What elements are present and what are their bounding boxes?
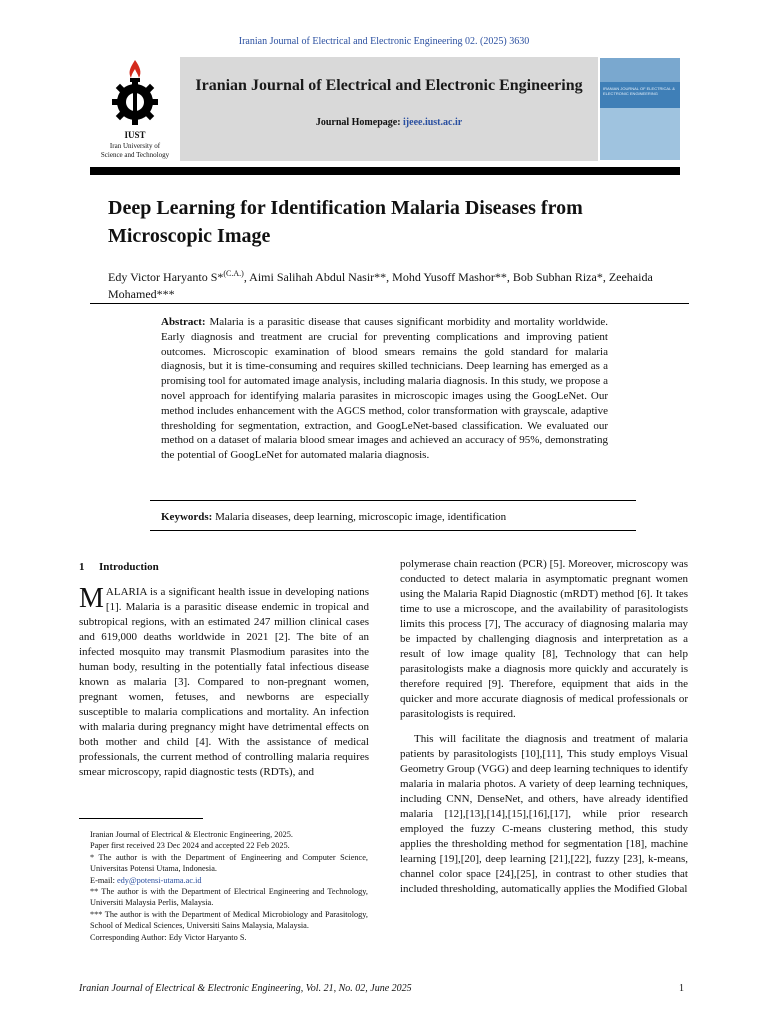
logo-acronym: IUST [124, 130, 146, 140]
page-footer: Iranian Journal of Electrical & Electronic Engineering, Vol. 21, No. 02, June 2025 [79, 983, 412, 994]
section-title: Introduction [99, 561, 159, 573]
author-list [108, 265, 680, 303]
cover-text: IRANIAN JOURNAL OF ELECTRICAL & ELECTRONIC ENGINEERING [603, 86, 675, 96]
authors-rule [90, 303, 689, 304]
logo-university-name [90, 142, 180, 160]
journal-masthead [90, 56, 680, 164]
email-label: E-mail: [90, 875, 117, 885]
left-column [79, 560, 369, 780]
intro-paragraph-2: This will facilitate the diagnosis and treatment of malaria patients by parasitologists [10],[11], This study employs Visual Geometry Group (VGG) and deep learning techniques to identify malaria in malaria photos. A variety of deep learning techniques, including CNN, DenseNet, and others, have already identified malaria [12],[13],[14],[15],[16],[17], while prior research employed the fuzzy C-means clustering method, this study applies the thresholding method for segmentation [18], machine learning [19],[20], deep learning [21],[22], fuzzy [23], k-means, channel color space [24],[25], in contrast to other studies that included thresholding, automatically applies the Modified Global [400, 733, 688, 895]
corresponding-author: Edy Victor Haryanto S* [108, 270, 224, 284]
journal-homepage [180, 117, 598, 128]
corresponding-author-mark: (C.A.) [223, 269, 244, 278]
abstract-rule-bottom [150, 530, 636, 531]
keywords-text: Malaria diseases, deep learning, microscopic image, identification [215, 511, 507, 523]
footnote-rule [79, 818, 203, 819]
journal-title: Iranian Journal of Electrical and Electronic Engineering [195, 77, 583, 94]
homepage-link[interactable]: ijeee.iust.ac.ir [403, 117, 463, 128]
footnote-journal: Iranian Journal of Electrical & Electronic Engineering, 2025. [90, 830, 293, 839]
keywords [161, 510, 631, 524]
footnote-affiliation-1: * The author is with the Department of Engineering and Computer Science, Universitas Potensi Utama, Indonesia. [90, 852, 368, 874]
page-number: 1 [679, 983, 684, 994]
paper-title: Deep Learning for Identification Malaria Diseases from Microscopic Image [108, 197, 583, 247]
keywords-label: Keywords: [161, 511, 213, 523]
abstract [161, 315, 608, 463]
abstract-label: Abstract: [161, 316, 206, 328]
footnote-affiliation-3: *** The author is with the Department of Medical Microbiology and Parasitology, School of Medical Sciences, Universiti Sains Malaysia, Malaysia. [90, 909, 368, 931]
cover-top [600, 58, 680, 82]
email-link[interactable]: edy@potensi-utama.ac.id [116, 875, 202, 885]
logo-name-line2: Science and Technology [100, 151, 170, 159]
cover-band [600, 82, 680, 108]
footnotes [90, 829, 368, 943]
torch-gear-icon [90, 56, 180, 130]
journal-banner [180, 57, 598, 161]
section-heading [79, 560, 369, 575]
footnote-dates: Paper first received 23 Dec 2024 and accepted 22 Feb 2025. [90, 841, 290, 851]
intro-paragraph-1-continued: polymerase chain reaction (PCR) [5]. Moreover, microscopy was conducted to detect malaria in asymptomatic pregnant women using the Malaria Rapid Diagnostic (mRDT) method [6]. It takes time to use a microscope, and the availability of parasitologists limits this process [7], The accuracy of diagnosing malaria may be impacted by challenging diagnosis and interpretation as a result of low image quality [8], Technology that can help parasitologists make a diagnosis more quickly and accurately is therefore required [9]. Therefore, equipment that aids in the quicker and more accurate diagnosis of medical professionals or parasitologists is required. [400, 558, 688, 720]
footnote-corresponding: Corresponding Author: Edy Victor Haryanto S. [90, 932, 247, 942]
intro-paragraph-1 [79, 585, 369, 780]
homepage-label: Journal Homepage: [315, 117, 401, 128]
intro-paragraph-1-text: ALARIA is a significant health issue in developing nations [1]. Malaria is a parasitic disease endemic in tropical and subtropical regions, with an estimated 247 million clinical cases and 619,000 deaths worldwide in 2021 [2]. The bite of an infected mosquito may transmit Plasmodium parasites into the human body, resulting in the potentially fatal infectious disease known as malaria [3]. Compared to non-pregnant women, pregnant women, fetuses, and newborns are especially susceptible to malaria complications and mortality. An infection with malaria during pregnancy might have detrimental effects on both mother and child [4]. With the assistance of medical professionals, the current method of controlling malaria requires smear microscopy, rapid diagnostic tests (RDTs), and [79, 586, 369, 778]
section-number: 1 [79, 561, 85, 573]
masthead-rule [90, 167, 680, 175]
footnote-affiliation-2: ** The author is with the Department of Electrical Engineering and Technology, Universiti Malaysia Perlis, Malaysia. [90, 887, 368, 908]
right-column [400, 557, 688, 897]
journal-cover-thumbnail [600, 58, 680, 160]
iust-logo [90, 56, 180, 164]
abstract-text: Malaria is a parasitic disease that causes significant morbidity and mortality worldwide. Early diagnosis and treatment are crucial for preventing complications and improving patient outcomes. Microscopic examination of blood smears remains the gold standard for malaria diagnosis, but it is time-consuming and requires skilled technicians. Deep learning has emerged as a promising tool for automated image analysis, including malaria diagnosis. In this study, we propose a novel approach for identifying malaria parasites in microscopic images using the GoogLeNet. Our method includes enhancement with the AGCS method, color transformation with grayscale, adaptive thresholding for segmentation, extraction, and GoogLeNet-based classification. We evaluated our method on a dataset of malaria blood smear images and achieved an accuracy of 95%, demonstrating the potential of GoogLeNet for automated malaria diagnosis. [161, 316, 608, 462]
drop-cap: M [79, 583, 104, 614]
footnote-email [90, 875, 368, 886]
running-head: Iranian Journal of Electrical and Electronic Engineering 02. (2025) 3630 [238, 36, 530, 47]
abstract-rule-top [150, 500, 636, 501]
logo-name-line1: Iran University of [109, 142, 161, 150]
co-authors: , Aimi Salihah Abdul Nasir**, Mohd Yusoff Mashor**, Bob Subhan Riza*, Zeehaida Mohamed*** [108, 270, 653, 301]
